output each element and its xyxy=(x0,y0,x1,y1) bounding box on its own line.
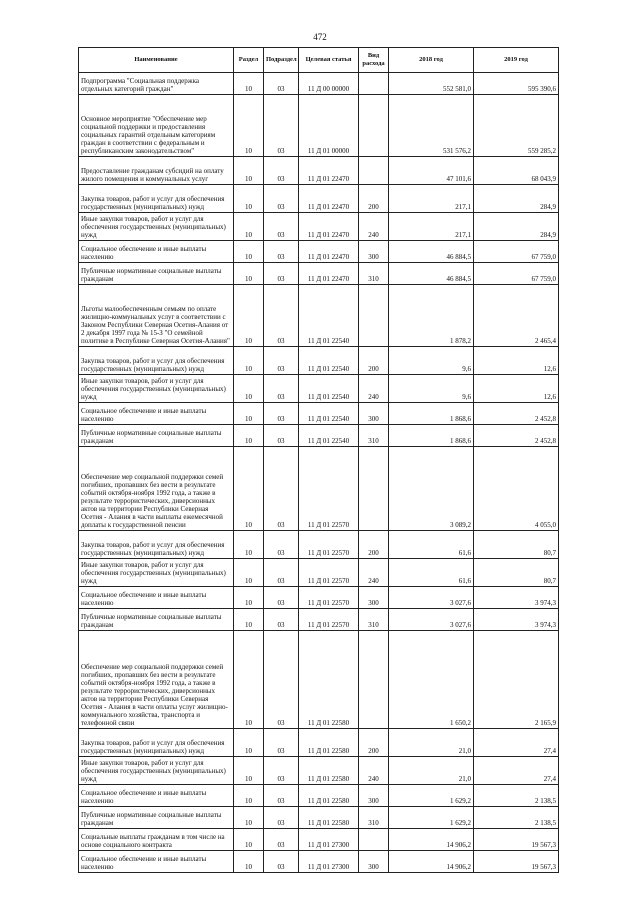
row-name: Публичные нормативные социальные выплаты гражданам xyxy=(79,263,234,285)
row-target: 11 Д 01 22540 xyxy=(299,403,359,425)
row-value-2019: 80,7 xyxy=(474,531,559,559)
row-name: Иные закупки товаров, работ и услуг для обеспечения государственных (муниципальных) нужд xyxy=(79,559,234,587)
row-name: Обеспечение мер социальной поддержки семей погибших, пропавших без вести в результате событий октября-ноября 1992 года, а также в результате террористических, диверсионных актов на территории Республики Северная Осетия - Алания в части оплаты услуг жилищно-коммунального хозяйства, транспорта и телефонной связи xyxy=(79,631,234,729)
row-subsection: 03 xyxy=(264,425,299,447)
table-row xyxy=(79,729,559,757)
row-value-2019: 559 285,2 xyxy=(474,95,559,157)
row-target: 11 Д 01 22580 xyxy=(299,757,359,785)
row-value-2018: 3 027,6 xyxy=(389,587,474,609)
row-name: Предоставление гражданам субсидий на оплату жилого помещения и коммунальных услуг xyxy=(79,157,234,185)
row-expense-type: 310 xyxy=(359,263,389,285)
header-2018: 2018 год xyxy=(389,48,474,73)
row-value-2019: 3 974,3 xyxy=(474,587,559,609)
row-value-2018: 47 101,6 xyxy=(389,157,474,185)
row-subsection: 03 xyxy=(264,631,299,729)
row-expense-type: 310 xyxy=(359,425,389,447)
row-subsection: 03 xyxy=(264,263,299,285)
row-value-2019: 2 138,5 xyxy=(474,785,559,807)
row-value-2018: 21,0 xyxy=(389,757,474,785)
row-target: 11 Д 01 22570 xyxy=(299,559,359,587)
row-name: Публичные нормативные социальные выплаты гражданам xyxy=(79,425,234,447)
row-expense-type: 310 xyxy=(359,807,389,829)
table-row xyxy=(79,447,559,531)
row-subsection: 03 xyxy=(264,347,299,375)
row-section: 10 xyxy=(234,829,264,851)
row-value-2019: 2 138,5 xyxy=(474,807,559,829)
table-row xyxy=(79,559,559,587)
row-value-2019: 12,6 xyxy=(474,347,559,375)
row-value-2018: 217,1 xyxy=(389,213,474,241)
row-expense-type: 300 xyxy=(359,403,389,425)
row-name: Социальное обеспечение и иные выплаты населению xyxy=(79,587,234,609)
row-value-2018: 9,6 xyxy=(389,347,474,375)
row-name: Закупка товаров, работ и услуг для обеспечения государственных (муниципальных) нужд xyxy=(79,531,234,559)
table-row xyxy=(79,241,559,263)
row-section: 10 xyxy=(234,447,264,531)
row-expense-type: 240 xyxy=(359,559,389,587)
row-section: 10 xyxy=(234,587,264,609)
row-value-2018: 46 884,5 xyxy=(389,241,474,263)
row-value-2019: 19 567,3 xyxy=(474,829,559,851)
row-target: 11 Д 01 22540 xyxy=(299,285,359,347)
table-row xyxy=(79,531,559,559)
row-target: 11 Д 01 22540 xyxy=(299,375,359,403)
row-subsection: 03 xyxy=(264,829,299,851)
row-target: 11 Д 01 22580 xyxy=(299,729,359,757)
row-expense-type: 310 xyxy=(359,609,389,631)
table-row xyxy=(79,347,559,375)
row-name: Публичные нормативные социальные выплаты гражданам xyxy=(79,807,234,829)
table-row xyxy=(79,785,559,807)
row-section: 10 xyxy=(234,807,264,829)
row-value-2019: 3 974,3 xyxy=(474,609,559,631)
table-row xyxy=(79,157,559,185)
row-subsection: 03 xyxy=(264,559,299,587)
row-expense-type: 300 xyxy=(359,587,389,609)
row-section: 10 xyxy=(234,531,264,559)
row-name: Социальное обеспечение и иные выплаты населению xyxy=(79,403,234,425)
row-target: 11 Д 01 22580 xyxy=(299,785,359,807)
row-expense-type: 200 xyxy=(359,185,389,213)
row-expense-type: 300 xyxy=(359,785,389,807)
row-value-2018: 1 868,6 xyxy=(389,425,474,447)
row-section: 10 xyxy=(234,347,264,375)
row-value-2019: 19 567,3 xyxy=(474,851,559,873)
row-name: Иные закупки товаров, работ и услуг для обеспечения государственных (муниципальных) нужд xyxy=(79,757,234,785)
row-subsection: 03 xyxy=(264,609,299,631)
row-expense-type xyxy=(359,285,389,347)
table-row xyxy=(79,425,559,447)
table-row xyxy=(79,375,559,403)
table-row xyxy=(79,757,559,785)
row-name: Основное мероприятие "Обеспечение мер социальной поддержки и предоставления социальных гарантий отдельным категориям граждан в соответствии с федеральным и республиканским законодательством" xyxy=(79,95,234,157)
row-value-2018: 531 576,2 xyxy=(389,95,474,157)
header-target: Целевая статья xyxy=(299,48,359,73)
row-subsection: 03 xyxy=(264,729,299,757)
row-section: 10 xyxy=(234,73,264,95)
row-name: Льготы малообеспеченным семьям по оплате жилищно-коммунальных услуг в соответствии с Законом Республики Северная Осетия-Алания от 2 декабря 1997 года № 15-З "О семейной политике в Республике Северная Осетия-Алания" xyxy=(79,285,234,347)
row-target: 11 Д 01 27300 xyxy=(299,829,359,851)
table-row xyxy=(79,73,559,95)
row-expense-type xyxy=(359,447,389,531)
row-target: 11 Д 01 22570 xyxy=(299,447,359,531)
row-expense-type: 200 xyxy=(359,347,389,375)
table-row xyxy=(79,631,559,729)
row-name: Иные закупки товаров, работ и услуг для обеспечения государственных (муниципальных) нужд xyxy=(79,213,234,241)
row-value-2018: 14 906,2 xyxy=(389,851,474,873)
row-subsection: 03 xyxy=(264,851,299,873)
row-value-2019: 2 452,8 xyxy=(474,403,559,425)
row-name: Социальное обеспечение и иные выплаты населению xyxy=(79,851,234,873)
row-subsection: 03 xyxy=(264,95,299,157)
row-target: 11 Д 00 00000 xyxy=(299,73,359,95)
table-row xyxy=(79,851,559,873)
row-value-2019: 4 055,0 xyxy=(474,447,559,531)
row-value-2018: 1 650,2 xyxy=(389,631,474,729)
row-section: 10 xyxy=(234,285,264,347)
row-expense-type xyxy=(359,157,389,185)
table-row xyxy=(79,263,559,285)
page-number: 472 xyxy=(313,32,327,42)
row-section: 10 xyxy=(234,631,264,729)
header-expense-type: Вид расхода xyxy=(359,48,389,73)
row-value-2018: 217,1 xyxy=(389,185,474,213)
row-subsection: 03 xyxy=(264,73,299,95)
row-section: 10 xyxy=(234,375,264,403)
row-name: Закупка товаров, работ и услуг для обеспечения государственных (муниципальных) нужд xyxy=(79,185,234,213)
row-value-2018: 552 581,0 xyxy=(389,73,474,95)
table-row xyxy=(79,185,559,213)
row-name: Подпрограмма "Социальная поддержка отдельных категорий граждан" xyxy=(79,73,234,95)
row-name: Иные закупки товаров, работ и услуг для обеспечения государственных (муниципальных) нужд xyxy=(79,375,234,403)
row-target: 11 Д 01 22580 xyxy=(299,631,359,729)
row-value-2018: 46 884,5 xyxy=(389,263,474,285)
row-value-2018: 9,6 xyxy=(389,375,474,403)
row-section: 10 xyxy=(234,185,264,213)
row-subsection: 03 xyxy=(264,285,299,347)
row-name: Публичные нормативные социальные выплаты гражданам xyxy=(79,609,234,631)
row-name: Закупка товаров, работ и услуг для обеспечения государственных (муниципальных) нужд xyxy=(79,347,234,375)
row-expense-type: 240 xyxy=(359,375,389,403)
row-target: 11 Д 01 22570 xyxy=(299,609,359,631)
row-value-2019: 2 452,8 xyxy=(474,425,559,447)
table-row xyxy=(79,587,559,609)
row-value-2019: 67 759,0 xyxy=(474,263,559,285)
row-value-2018: 1 868,6 xyxy=(389,403,474,425)
row-target: 11 Д 01 22470 xyxy=(299,213,359,241)
row-section: 10 xyxy=(234,403,264,425)
row-value-2018: 21,0 xyxy=(389,729,474,757)
row-target: 11 Д 01 27300 xyxy=(299,851,359,873)
row-expense-type xyxy=(359,829,389,851)
row-target: 11 Д 01 22570 xyxy=(299,587,359,609)
row-name: Социальные выплаты гражданам в том числе на основе социального контракта xyxy=(79,829,234,851)
table-row xyxy=(79,95,559,157)
row-expense-type: 240 xyxy=(359,757,389,785)
row-value-2019: 2 165,9 xyxy=(474,631,559,729)
row-section: 10 xyxy=(234,157,264,185)
row-name: Закупка товаров, работ и услуг для обеспечения государственных (муниципальных) нужд xyxy=(79,729,234,757)
table-row xyxy=(79,213,559,241)
row-target: 11 Д 01 00000 xyxy=(299,95,359,157)
row-value-2019: 12,6 xyxy=(474,375,559,403)
row-name: Социальное обеспечение и иные выплаты населению xyxy=(79,241,234,263)
row-value-2019: 80,7 xyxy=(474,559,559,587)
row-value-2018: 3 027,6 xyxy=(389,609,474,631)
row-value-2019: 67 759,0 xyxy=(474,241,559,263)
row-section: 10 xyxy=(234,425,264,447)
row-section: 10 xyxy=(234,785,264,807)
row-target: 11 Д 01 22470 xyxy=(299,185,359,213)
row-value-2018: 1 629,2 xyxy=(389,807,474,829)
row-subsection: 03 xyxy=(264,785,299,807)
header-2019: 2019 год xyxy=(474,48,559,73)
row-section: 10 xyxy=(234,263,264,285)
row-name: Обеспечение мер социальной поддержки семей погибших, пропавших без вести в результате событий октября-ноября 1992 года, а также в результате террористических, диверсионных актов на территории Республики Северная Осетия - Алания в части выплаты ежемесячной доплаты к государственной пенсии xyxy=(79,447,234,531)
table-row xyxy=(79,609,559,631)
row-expense-type: 300 xyxy=(359,851,389,873)
row-value-2018: 61,6 xyxy=(389,559,474,587)
row-expense-type: 240 xyxy=(359,213,389,241)
row-expense-type xyxy=(359,95,389,157)
row-subsection: 03 xyxy=(264,757,299,785)
row-target: 11 Д 01 22580 xyxy=(299,807,359,829)
row-expense-type: 200 xyxy=(359,729,389,757)
budget-table xyxy=(78,47,559,873)
row-value-2019: 27,4 xyxy=(474,757,559,785)
row-subsection: 03 xyxy=(264,807,299,829)
row-section: 10 xyxy=(234,241,264,263)
row-value-2019: 284,9 xyxy=(474,213,559,241)
row-expense-type: 200 xyxy=(359,531,389,559)
row-subsection: 03 xyxy=(264,157,299,185)
row-section: 10 xyxy=(234,213,264,241)
row-subsection: 03 xyxy=(264,185,299,213)
row-section: 10 xyxy=(234,851,264,873)
row-value-2018: 3 089,2 xyxy=(389,447,474,531)
row-subsection: 03 xyxy=(264,403,299,425)
row-value-2019: 595 390,6 xyxy=(474,73,559,95)
row-section: 10 xyxy=(234,729,264,757)
row-expense-type xyxy=(359,631,389,729)
row-target: 11 Д 01 22540 xyxy=(299,425,359,447)
table-row xyxy=(79,403,559,425)
row-target: 11 Д 01 22470 xyxy=(299,241,359,263)
row-value-2018: 1 878,2 xyxy=(389,285,474,347)
row-name: Социальное обеспечение и иные выплаты населению xyxy=(79,785,234,807)
row-subsection: 03 xyxy=(264,587,299,609)
row-value-2019: 27,4 xyxy=(474,729,559,757)
row-section: 10 xyxy=(234,757,264,785)
table-row xyxy=(79,285,559,347)
row-value-2019: 284,9 xyxy=(474,185,559,213)
row-section: 10 xyxy=(234,95,264,157)
row-section: 10 xyxy=(234,559,264,587)
row-value-2018: 61,6 xyxy=(389,531,474,559)
row-target: 11 Д 01 22470 xyxy=(299,157,359,185)
table-row xyxy=(79,807,559,829)
row-subsection: 03 xyxy=(264,531,299,559)
row-expense-type: 300 xyxy=(359,241,389,263)
row-value-2019: 68 043,9 xyxy=(474,157,559,185)
row-subsection: 03 xyxy=(264,447,299,531)
header-name: Наименование xyxy=(79,48,234,73)
table-header-row xyxy=(79,48,559,73)
row-subsection: 03 xyxy=(264,241,299,263)
row-value-2019: 2 465,4 xyxy=(474,285,559,347)
row-value-2018: 1 629,2 xyxy=(389,785,474,807)
row-expense-type xyxy=(359,73,389,95)
table-row xyxy=(79,829,559,851)
row-target: 11 Д 01 22570 xyxy=(299,531,359,559)
row-value-2018: 14 906,2 xyxy=(389,829,474,851)
row-section: 10 xyxy=(234,609,264,631)
header-section: Раздел xyxy=(234,48,264,73)
row-subsection: 03 xyxy=(264,375,299,403)
row-target: 11 Д 01 22540 xyxy=(299,347,359,375)
row-target: 11 Д 01 22470 xyxy=(299,263,359,285)
header-subsection: Подраздел xyxy=(264,48,299,73)
row-subsection: 03 xyxy=(264,213,299,241)
